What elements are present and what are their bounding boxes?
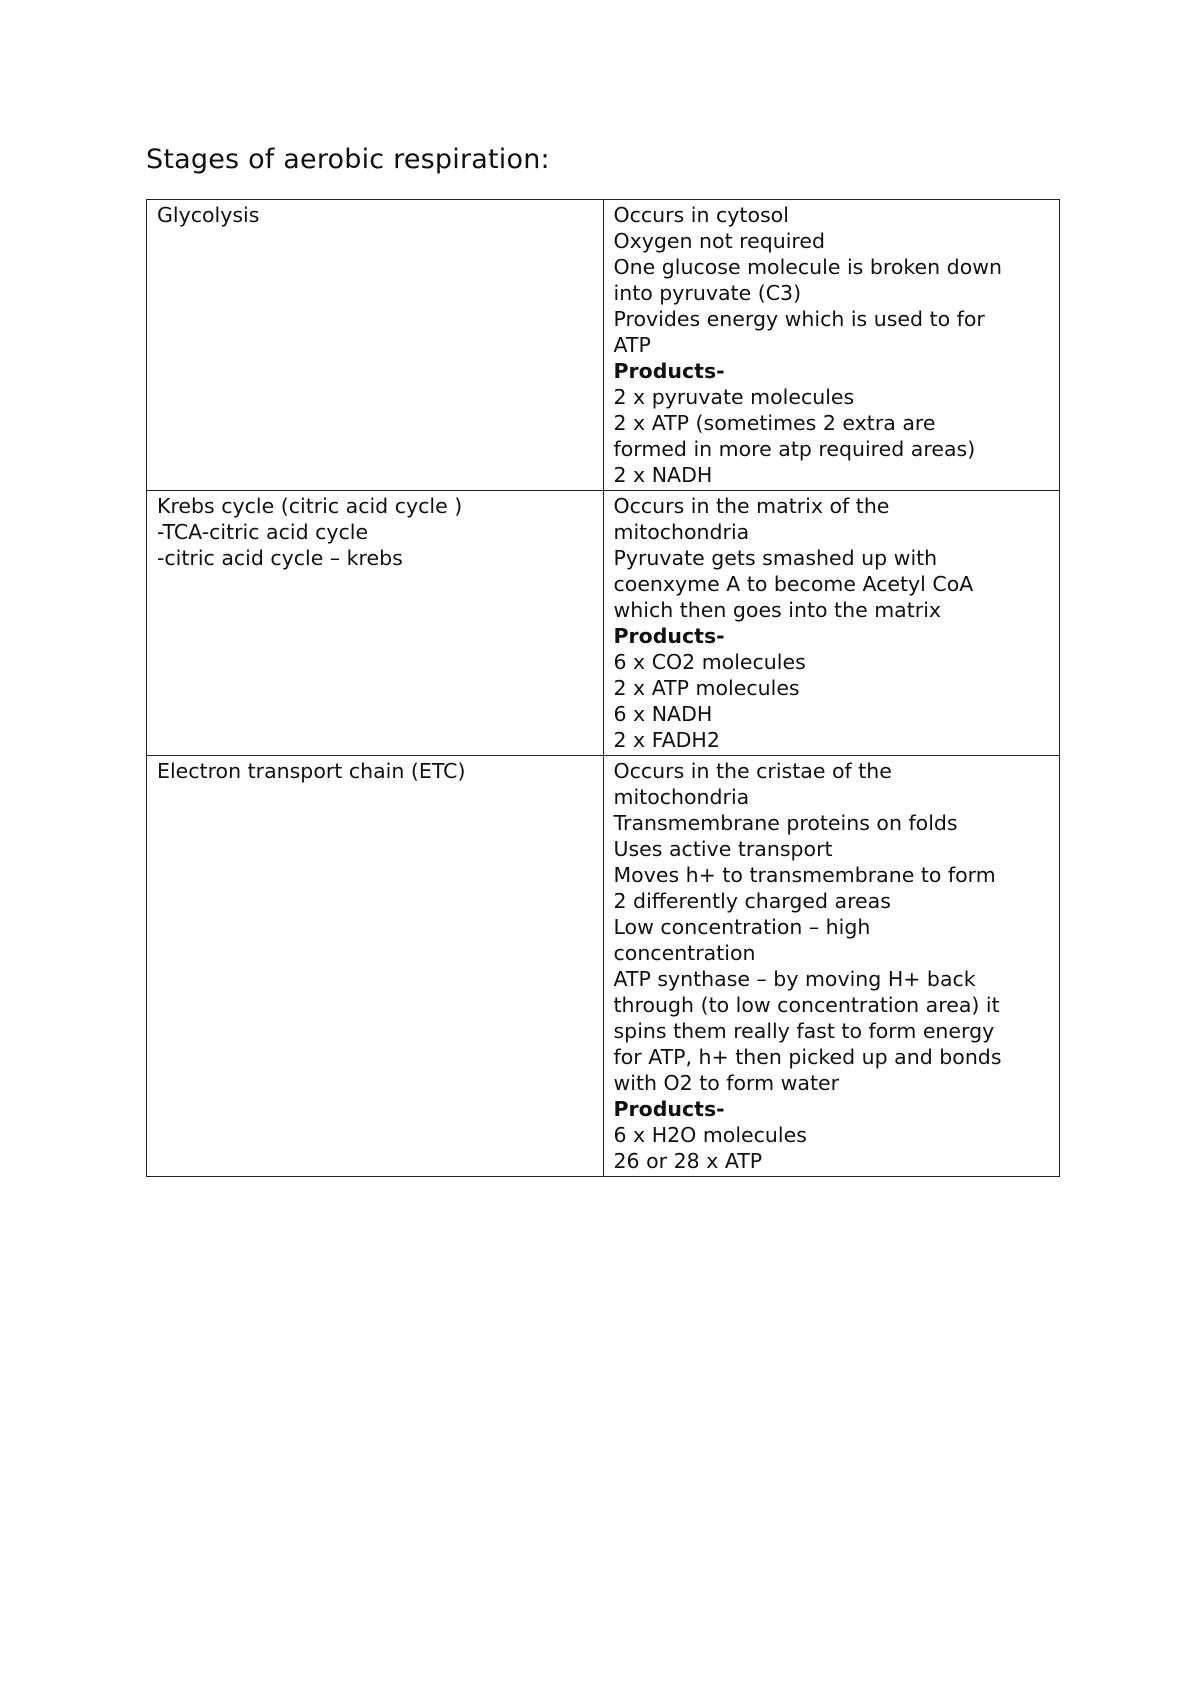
stage-details-cell [603,491,1060,756]
detail-line: concentration [613,941,756,965]
detail-line: which then goes into the matrix [613,598,942,622]
detail-line: One glucose molecule is broken down [613,255,1002,279]
products-label: Products- [613,359,725,383]
product-line: 2 x FADH2 [613,728,720,752]
stage-details-cell [603,756,1060,1177]
table-row [147,756,1060,1177]
detail-line: coenxyme A to become Acetyl CoA [613,572,974,596]
detail-line: Oxygen not required [613,229,826,253]
detail-line: Moves h+ to transmembrane to form [613,863,996,887]
detail-line: Pyruvate gets smashed up with [613,546,938,570]
detail-line: mitochondria [613,520,750,544]
detail-line: Transmembrane proteins on folds [613,811,958,835]
detail-line: for ATP, h+ then picked up and bonds [613,1045,1002,1069]
products-label: Products- [613,624,725,648]
detail-line: spins them really fast to form energy [613,1019,995,1043]
product-line: 2 x pyruvate molecules [613,385,855,409]
stage-name-cell [147,200,604,491]
product-line: 6 x NADH [613,702,713,726]
stage-details-cell [603,200,1060,491]
detail-line: ATP synthase – by moving H+ back [613,967,976,991]
table-row [147,200,1060,491]
product-line: 26 or 28 x ATP [613,1149,763,1173]
product-line: formed in more atp required areas) [613,437,976,461]
product-line: 6 x H2O molecules [613,1123,807,1147]
stages-table-body [147,200,1060,1177]
detail-line: 2 differently charged areas [613,889,891,913]
detail-line: Occurs in the cristae of the [613,759,892,783]
product-line: 2 x NADH [613,463,713,487]
detail-line: through (to low concentration area) it [613,993,1000,1017]
detail-line: Provides energy which is used to for [613,307,985,331]
products-label: Products- [613,1097,725,1121]
page-title: Stages of aerobic respiration: [146,144,550,175]
stage-name-line: -citric acid cycle – krebs [157,546,403,570]
table-row [147,491,1060,756]
stages-table [146,199,1060,1177]
stage-name-line: Electron transport chain (ETC) [157,759,466,783]
detail-line: Occurs in cytosol [613,203,789,227]
detail-line: ATP [613,333,651,357]
stage-name-cell [147,491,604,756]
detail-line: Low concentration – high [613,915,871,939]
stage-name-line: Glycolysis [157,203,260,227]
stage-name-line: Krebs cycle (citric acid cycle ) [157,494,463,518]
stage-name-line: -TCA-citric acid cycle [157,520,369,544]
detail-line: mitochondria [613,785,750,809]
detail-line: into pyruvate (C3) [613,281,802,305]
detail-line: with O2 to form water [613,1071,840,1095]
product-line: 2 x ATP (sometimes 2 extra are [613,411,936,435]
product-line: 2 x ATP molecules [613,676,800,700]
detail-line: Occurs in the matrix of the [613,494,890,518]
product-line: 6 x CO2 molecules [613,650,806,674]
detail-line: Uses active transport [613,837,833,861]
stage-name-cell [147,756,604,1177]
